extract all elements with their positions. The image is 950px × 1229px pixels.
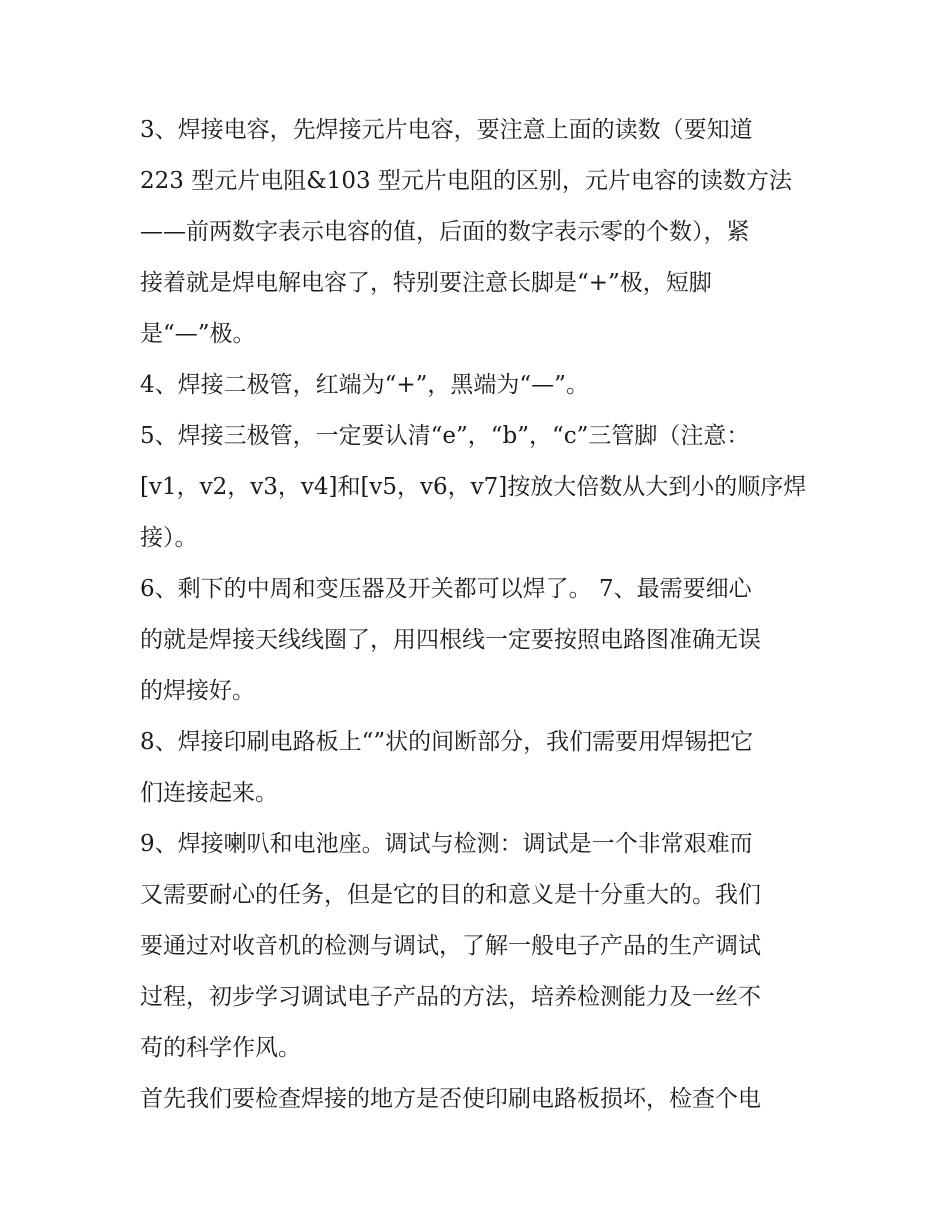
text-line: 4、焊接二极管，红端为“+”，黑端为“—”。 <box>140 372 589 398</box>
text-line: 9、焊接喇叭和电池座。调试与检测：调试是一个非常艰难而 <box>140 831 753 857</box>
text-line: 要通过对收音机的检测与调试，了解一般电子产品的生产调试 <box>140 933 761 959</box>
text-line: 又需要耐心的任务，但是它的目的和意义是十分重大的。我们 <box>140 882 761 908</box>
text-line: 接着就是焊电解电容了，特别要注意长脚是“+”极，短脚 <box>140 270 712 296</box>
text-line: [v1，v2，v3，v4]和[v5，v6，v7]按放大倍数从大到小的顺序焊 <box>140 474 807 500</box>
text-line: 6、剩下的中周和变压器及开关都可以焊了。 7、最需要细心 <box>140 576 752 602</box>
text-line: 8、焊接印刷电路板上“”状的间断部分，我们需要用焊锡把它 <box>140 729 754 755</box>
text-line: 接）。 <box>140 525 198 551</box>
document-page <box>140 110 812 1130</box>
text-line: 苟的科学作风。 <box>140 1035 301 1061</box>
text-line: 们连接起来。 <box>140 780 278 806</box>
text-line: 过程，初步学习调试电子产品的方法，培养检测能力及一丝不 <box>140 984 761 1010</box>
text-line: 首先我们要检查焊接的地方是否使印刷电路板损坏，检查个电 <box>140 1086 761 1112</box>
text-line: 3、焊接电容，先焊接元片电容，要注意上面的读数（要知道 <box>140 117 753 143</box>
text-line: 5、焊接三极管，一定要认清“e”，“b”，“c”三管脚（注意： <box>140 423 750 449</box>
text-line: 的焊接好。 <box>140 678 255 704</box>
text-line: 是“—”极。 <box>140 321 256 347</box>
text-line: ——前两数字表示电容的值，后面的数字表示零的个数），紧 <box>140 219 750 245</box>
text-line: 223 型元片电阻&103 型元片电阻的区别，元片电容的读数方法 <box>140 168 792 194</box>
text-line: 的就是焊接天线线圈了，用四根线一定要按照电路图准确无误 <box>140 627 761 653</box>
